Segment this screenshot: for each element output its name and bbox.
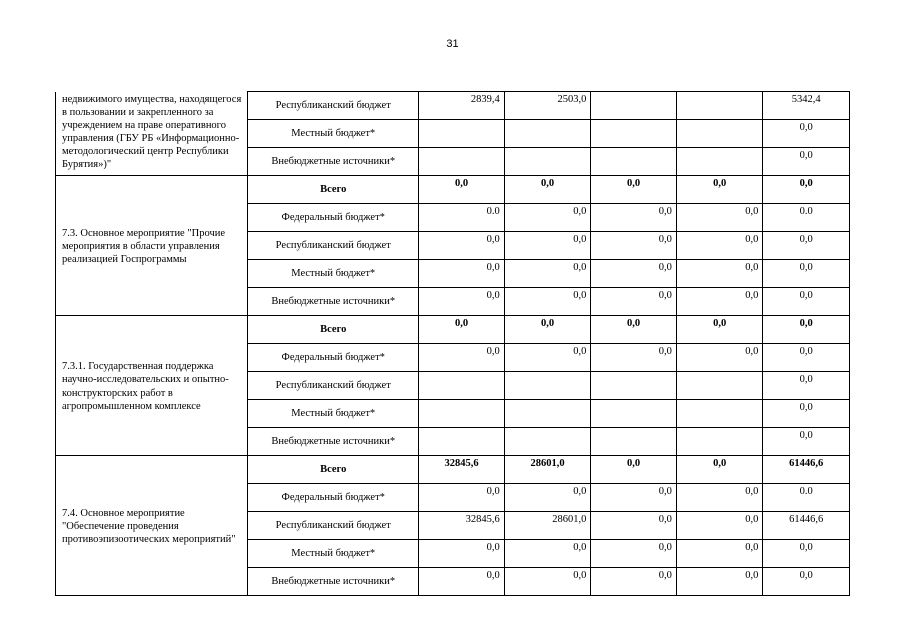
amount-cell: 0,0 xyxy=(763,428,850,456)
activity-description: недвижимого имущества, находящегося в пользовании и закрепленного за учреждением на праве оперативного управления (ГБУ РБ «Информационно-методологический центр Республики Бурятия»)" xyxy=(56,92,248,176)
table-row xyxy=(56,316,850,344)
amount-cell: 0,0 xyxy=(676,512,763,540)
amount-cell: 0,0 xyxy=(419,568,505,596)
amount-cell: 0,0 xyxy=(763,176,850,204)
amount-cell: 0,0 xyxy=(419,176,505,204)
amount-cell: 0,0 xyxy=(591,288,677,316)
amount-cell: 0,0 xyxy=(763,540,850,568)
funding-source: Республиканский бюджет xyxy=(248,372,419,400)
amount-cell: 0,0 xyxy=(419,288,505,316)
amount-cell: 0,0 xyxy=(591,176,677,204)
amount-cell: 0,0 xyxy=(591,260,677,288)
funding-source: Внебюджетные источники* xyxy=(248,428,419,456)
activity-description: 7.3. Основное мероприятие "Прочие мероприятия в области управления реализацией Госпрограммы xyxy=(56,176,248,316)
amount-cell: 0,0 xyxy=(763,260,850,288)
amount-cell xyxy=(591,372,677,400)
amount-cell: 0,0 xyxy=(763,288,850,316)
amount-cell: 0,0 xyxy=(763,232,850,260)
amount-cell xyxy=(676,400,763,428)
funding-source: Всего xyxy=(248,456,419,484)
funding-source: Местный бюджет* xyxy=(248,120,419,148)
amount-cell: 0,0 xyxy=(419,316,505,344)
amount-cell: 0,0 xyxy=(419,344,505,372)
funding-source: Местный бюджет* xyxy=(248,260,419,288)
amount-cell: 0,0 xyxy=(504,344,591,372)
budget-table xyxy=(55,91,850,596)
amount-cell: 0,0 xyxy=(591,232,677,260)
amount-cell xyxy=(591,428,677,456)
page-number: 31 xyxy=(446,38,459,50)
amount-cell: 0.0 xyxy=(763,204,850,232)
amount-cell: 0,0 xyxy=(504,484,591,512)
amount-cell: 0,0 xyxy=(504,568,591,596)
funding-source: Республиканский бюджет xyxy=(248,232,419,260)
amount-cell: 0,0 xyxy=(419,260,505,288)
amount-cell: 61446,6 xyxy=(763,456,850,484)
amount-cell: 0,0 xyxy=(763,344,850,372)
amount-cell: 0,0 xyxy=(763,148,850,176)
amount-cell xyxy=(591,148,677,176)
amount-cell: 0,0 xyxy=(676,176,763,204)
funding-source: Внебюджетные источники* xyxy=(248,568,419,596)
table-row xyxy=(56,176,850,204)
funding-source: Республиканский бюджет xyxy=(248,512,419,540)
amount-cell: 2503,0 xyxy=(504,92,591,120)
amount-cell: 28601,0 xyxy=(504,512,591,540)
funding-source: Местный бюджет* xyxy=(248,400,419,428)
amount-cell: 5342,4 xyxy=(763,92,850,120)
amount-cell: 28601,0 xyxy=(504,456,591,484)
amount-cell: 0,0 xyxy=(591,204,677,232)
amount-cell: 0,0 xyxy=(591,456,677,484)
amount-cell: 32845,6 xyxy=(419,512,505,540)
amount-cell: 32845,6 xyxy=(419,456,505,484)
amount-cell: 0,0 xyxy=(676,484,763,512)
amount-cell: 0,0 xyxy=(676,344,763,372)
amount-cell: 0,0 xyxy=(504,288,591,316)
amount-cell xyxy=(504,400,591,428)
amount-cell xyxy=(676,148,763,176)
amount-cell xyxy=(591,400,677,428)
funding-source: Всего xyxy=(248,176,419,204)
amount-cell xyxy=(419,400,505,428)
amount-cell xyxy=(591,120,677,148)
amount-cell: 61446,6 xyxy=(763,512,850,540)
amount-cell: 0.0 xyxy=(419,204,505,232)
amount-cell xyxy=(504,428,591,456)
amount-cell: 0.0 xyxy=(763,484,850,512)
amount-cell: 0,0 xyxy=(763,316,850,344)
amount-cell: 0,0 xyxy=(504,260,591,288)
amount-cell: 0,0 xyxy=(591,512,677,540)
amount-cell: 0,0 xyxy=(419,484,505,512)
amount-cell: 0,0 xyxy=(676,204,763,232)
funding-source: Внебюджетные источники* xyxy=(248,148,419,176)
funding-source: Федеральный бюджет* xyxy=(248,484,419,512)
amount-cell: 0,0 xyxy=(763,568,850,596)
amount-cell xyxy=(419,372,505,400)
funding-source: Федеральный бюджет* xyxy=(248,344,419,372)
funding-source: Республиканский бюджет xyxy=(248,92,419,120)
amount-cell: 0,0 xyxy=(504,232,591,260)
amount-cell: 0,0 xyxy=(676,568,763,596)
amount-cell: 0,0 xyxy=(504,540,591,568)
funding-source: Федеральный бюджет* xyxy=(248,204,419,232)
funding-source: Всего xyxy=(248,316,419,344)
amount-cell xyxy=(676,372,763,400)
amount-cell xyxy=(676,428,763,456)
amount-cell: 0,0 xyxy=(591,568,677,596)
amount-cell: 0,0 xyxy=(676,232,763,260)
amount-cell: 0,0 xyxy=(591,316,677,344)
amount-cell xyxy=(504,372,591,400)
amount-cell xyxy=(504,120,591,148)
amount-cell: 0,0 xyxy=(676,316,763,344)
amount-cell: 0,0 xyxy=(591,344,677,372)
amount-cell: 0,0 xyxy=(763,400,850,428)
amount-cell: 0,0 xyxy=(504,176,591,204)
activity-description: 7.4. Основное мероприятие "Обеспечение проведения противоэпизоотических мероприятий" xyxy=(56,456,248,596)
amount-cell: 0,0 xyxy=(591,540,677,568)
amount-cell xyxy=(591,92,677,120)
amount-cell xyxy=(419,120,505,148)
amount-cell: 0,0 xyxy=(419,232,505,260)
amount-cell xyxy=(419,428,505,456)
table-row xyxy=(56,456,850,484)
amount-cell: 0,0 xyxy=(763,120,850,148)
amount-cell: 0,0 xyxy=(676,456,763,484)
amount-cell: 0,0 xyxy=(676,260,763,288)
amount-cell: 0,0 xyxy=(419,540,505,568)
amount-cell: 0,0 xyxy=(676,540,763,568)
amount-cell: 0,0 xyxy=(504,316,591,344)
table-row xyxy=(56,92,850,120)
amount-cell xyxy=(676,120,763,148)
activity-description: 7.3.1. Государственная поддержка научно-исследовательских и опытно-конструкторских работ в агропромышленном комплексе xyxy=(56,316,248,456)
amount-cell: 0,0 xyxy=(676,288,763,316)
funding-source: Внебюджетные источники* xyxy=(248,288,419,316)
amount-cell xyxy=(504,148,591,176)
amount-cell: 0,0 xyxy=(591,484,677,512)
amount-cell: 2839,4 xyxy=(419,92,505,120)
amount-cell: 0,0 xyxy=(763,372,850,400)
amount-cell xyxy=(419,148,505,176)
funding-source: Местный бюджет* xyxy=(248,540,419,568)
amount-cell xyxy=(676,92,763,120)
amount-cell: 0,0 xyxy=(504,204,591,232)
